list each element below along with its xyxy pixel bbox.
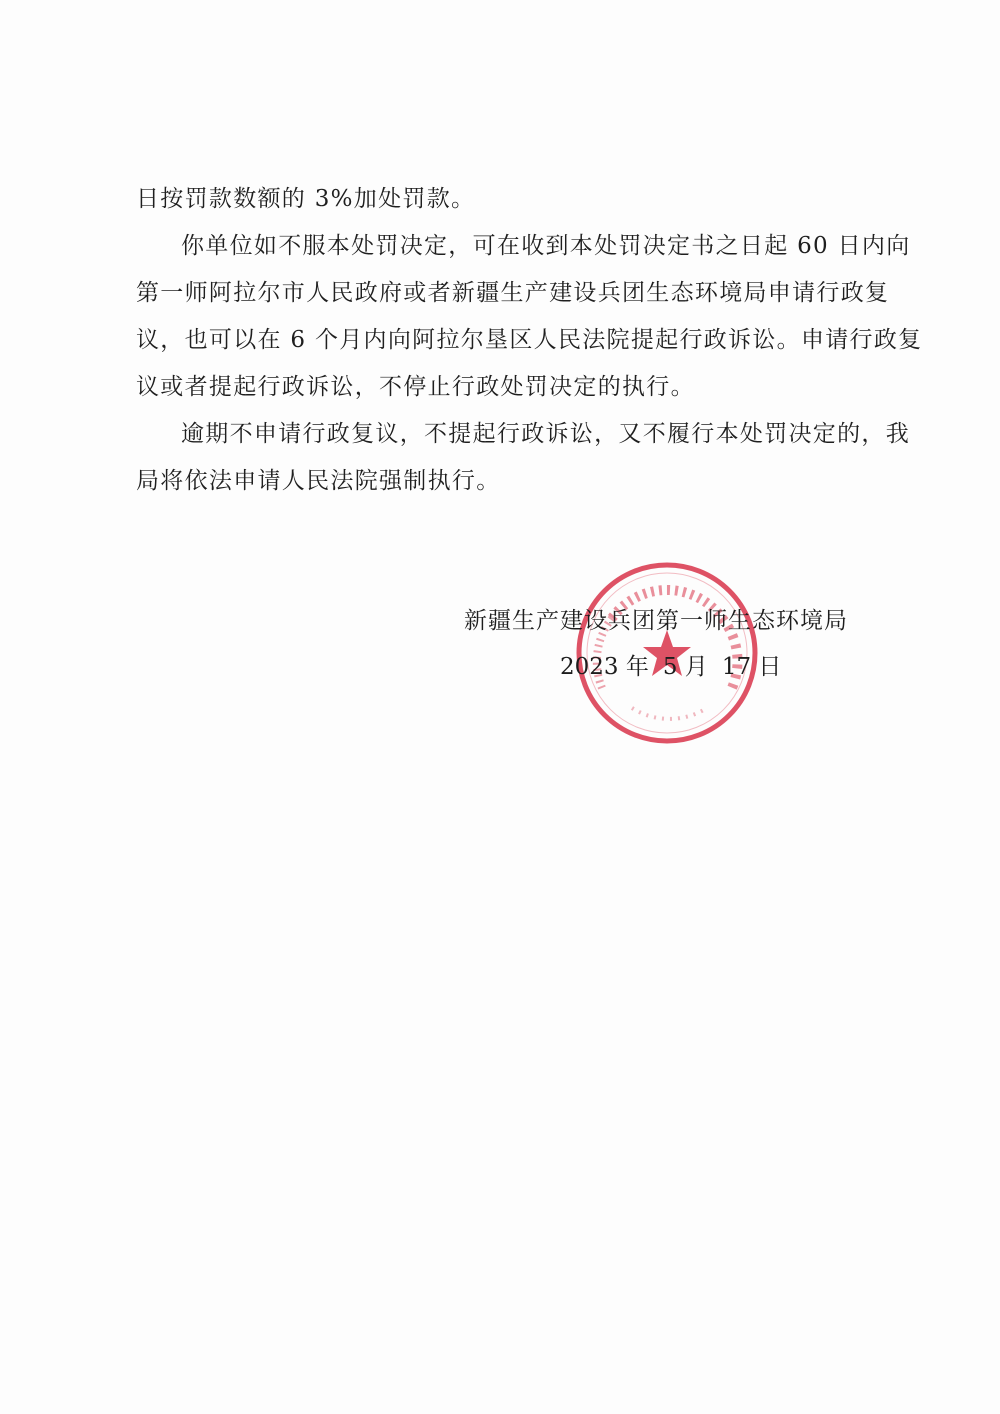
paragraph-line-6: 逾期不申请行政复议，不提起行政诉讼，又不履行本处罚决定的，我: [181, 421, 910, 447]
date-month: 5 月: [662, 654, 708, 680]
paragraph-line-2: 你单位如不服本处罚决定，可在收到本处罚决定书之日起 60 日内向: [181, 233, 911, 259]
paragraph-line-5: 议或者提起行政诉讼，不停止行政处罚决定的执行。: [136, 374, 695, 400]
date-day: 17 日: [721, 654, 782, 680]
paragraph-line-1: 日按罚款数额的 3%加处罚款。: [136, 186, 476, 212]
date-year: 2023 年: [560, 654, 649, 680]
signing-organization: 新疆生产建设兵团第一师生态环境局: [464, 608, 848, 634]
paragraph-line-4: 议，也可以在 6 个月内向阿拉尔垦区人民法院提起行政诉讼。申请行政复: [136, 327, 923, 353]
paragraph-line-7: 局将依法申请人民法院强制执行。: [136, 468, 501, 494]
paragraph-line-3: 第一师阿拉尔市人民政府或者新疆生产建设兵团生态环境局申请行政复: [136, 280, 890, 306]
signing-date: [560, 652, 795, 682]
